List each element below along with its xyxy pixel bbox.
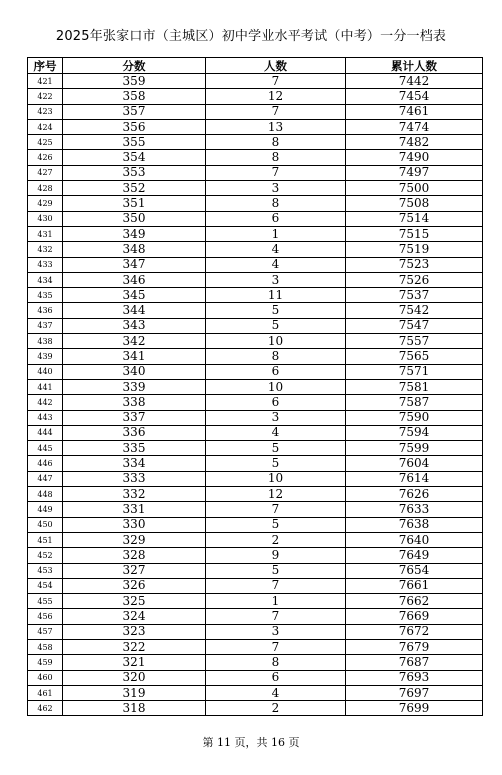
cell-score: 331 (63, 502, 206, 517)
cell-score: 340 (63, 364, 206, 379)
table-row (28, 670, 483, 685)
cell-score: 356 (63, 119, 206, 134)
cell-cumulative: 7669 (346, 609, 483, 624)
cell-index: 437 (28, 318, 63, 333)
cell-score: 318 (63, 701, 206, 716)
cell-score: 327 (63, 563, 206, 578)
cell-cumulative: 7638 (346, 517, 483, 532)
cell-cumulative: 7599 (346, 441, 483, 456)
cell-score: 323 (63, 624, 206, 639)
table-row (28, 410, 483, 425)
table-header-row (28, 58, 483, 74)
cell-index: 459 (28, 655, 63, 670)
table-row (28, 272, 483, 287)
table-row (28, 242, 483, 257)
table-row (28, 639, 483, 654)
cell-count: 3 (206, 181, 346, 196)
table-row (28, 609, 483, 624)
cell-score: 324 (63, 609, 206, 624)
cell-cumulative: 7672 (346, 624, 483, 639)
cell-index: 462 (28, 701, 63, 716)
cell-count: 10 (206, 334, 346, 349)
cell-index: 445 (28, 441, 63, 456)
cell-score: 358 (63, 89, 206, 104)
page-title: 2025年张家口市（主城区）初中学业水平考试（中考）一分一档表 (55, 29, 447, 44)
cell-index: 425 (28, 135, 63, 150)
cell-cumulative: 7519 (346, 242, 483, 257)
cell-score: 349 (63, 226, 206, 241)
cell-count: 6 (206, 670, 346, 685)
cell-score: 330 (63, 517, 206, 532)
cell-cumulative: 7537 (346, 288, 483, 303)
cell-count: 8 (206, 196, 346, 211)
cell-score: 344 (63, 303, 206, 318)
table-row (28, 655, 483, 670)
cell-index: 451 (28, 532, 63, 547)
table-row (28, 563, 483, 578)
table-row (28, 74, 483, 89)
cell-count: 5 (206, 303, 346, 318)
cell-count: 7 (206, 74, 346, 89)
cell-count: 10 (206, 379, 346, 394)
cell-count: 5 (206, 456, 346, 471)
table-row (28, 471, 483, 486)
cell-index: 452 (28, 548, 63, 563)
cell-count: 8 (206, 655, 346, 670)
cell-cumulative: 7604 (346, 456, 483, 471)
cell-cumulative: 7454 (346, 89, 483, 104)
table-row (28, 441, 483, 456)
cell-cumulative: 7581 (346, 379, 483, 394)
cell-score: 355 (63, 135, 206, 150)
table-row (28, 165, 483, 180)
cell-cumulative: 7515 (346, 226, 483, 241)
cell-cumulative: 7687 (346, 655, 483, 670)
table-row (28, 532, 483, 547)
cell-index: 440 (28, 364, 63, 379)
column-header-count: 人数 (206, 58, 346, 74)
cell-score: 338 (63, 395, 206, 410)
table-row (28, 517, 483, 532)
cell-cumulative: 7587 (346, 395, 483, 410)
cell-cumulative: 7649 (346, 548, 483, 563)
cell-index: 432 (28, 242, 63, 257)
cell-index: 461 (28, 685, 63, 700)
cell-count: 7 (206, 578, 346, 593)
cell-score: 339 (63, 379, 206, 394)
table-row (28, 181, 483, 196)
cell-cumulative: 7442 (346, 74, 483, 89)
table-row (28, 395, 483, 410)
table-row (28, 226, 483, 241)
cell-score: 348 (63, 242, 206, 257)
cell-score: 336 (63, 425, 206, 440)
cell-score: 357 (63, 104, 206, 119)
cell-index: 460 (28, 670, 63, 685)
cell-score: 333 (63, 471, 206, 486)
cell-index: 430 (28, 211, 63, 226)
cell-index: 442 (28, 395, 63, 410)
table-row (28, 196, 483, 211)
cell-cumulative: 7497 (346, 165, 483, 180)
cell-count: 2 (206, 701, 346, 716)
cell-cumulative: 7661 (346, 578, 483, 593)
cell-count: 9 (206, 548, 346, 563)
cell-cumulative: 7542 (346, 303, 483, 318)
cell-index: 436 (28, 303, 63, 318)
cell-score: 345 (63, 288, 206, 303)
table-row (28, 548, 483, 563)
cell-score: 332 (63, 487, 206, 502)
table-row (28, 487, 483, 502)
cell-count: 4 (206, 242, 346, 257)
cell-count: 10 (206, 471, 346, 486)
cell-score: 322 (63, 639, 206, 654)
cell-index: 444 (28, 425, 63, 440)
cell-count: 7 (206, 609, 346, 624)
table-row (28, 578, 483, 593)
cell-cumulative: 7693 (346, 670, 483, 685)
cell-score: 346 (63, 272, 206, 287)
table-row (28, 211, 483, 226)
cell-cumulative: 7590 (346, 410, 483, 425)
table-row (28, 257, 483, 272)
cell-score: 325 (63, 594, 206, 609)
cell-index: 449 (28, 502, 63, 517)
cell-index: 448 (28, 487, 63, 502)
cell-cumulative: 7565 (346, 349, 483, 364)
cell-index: 428 (28, 181, 63, 196)
cell-index: 453 (28, 563, 63, 578)
table-row (28, 318, 483, 333)
cell-score: 341 (63, 349, 206, 364)
cell-cumulative: 7490 (346, 150, 483, 165)
cell-index: 443 (28, 410, 63, 425)
cell-count: 12 (206, 487, 346, 502)
cell-index: 435 (28, 288, 63, 303)
cell-count: 3 (206, 410, 346, 425)
table-row (28, 502, 483, 517)
cell-cumulative: 7654 (346, 563, 483, 578)
cell-cumulative: 7699 (346, 701, 483, 716)
cell-count: 4 (206, 685, 346, 700)
cell-index: 454 (28, 578, 63, 593)
cell-count: 12 (206, 89, 346, 104)
table-row (28, 303, 483, 318)
page-number: 第 11 页，共 16 页 (202, 736, 300, 749)
cell-count: 7 (206, 502, 346, 517)
cell-score: 319 (63, 685, 206, 700)
cell-count: 6 (206, 364, 346, 379)
cell-count: 3 (206, 624, 346, 639)
cell-cumulative: 7614 (346, 471, 483, 486)
cell-count: 6 (206, 211, 346, 226)
cell-cumulative: 7594 (346, 425, 483, 440)
cell-score: 326 (63, 578, 206, 593)
cell-count: 5 (206, 318, 346, 333)
cell-count: 4 (206, 425, 346, 440)
table-row (28, 104, 483, 119)
column-header-cumulative: 累计人数 (346, 58, 483, 74)
cell-index: 455 (28, 594, 63, 609)
cell-index: 457 (28, 624, 63, 639)
cell-count: 3 (206, 272, 346, 287)
cell-cumulative: 7474 (346, 119, 483, 134)
table-row (28, 119, 483, 134)
cell-count: 4 (206, 257, 346, 272)
table-row (28, 349, 483, 364)
table-row (28, 288, 483, 303)
cell-score: 321 (63, 655, 206, 670)
cell-score: 335 (63, 441, 206, 456)
cell-cumulative: 7626 (346, 487, 483, 502)
cell-cumulative: 7508 (346, 196, 483, 211)
cell-count: 8 (206, 349, 346, 364)
cell-score: 350 (63, 211, 206, 226)
cell-count: 5 (206, 517, 346, 532)
cell-cumulative: 7679 (346, 639, 483, 654)
cell-count: 13 (206, 119, 346, 134)
cell-count: 11 (206, 288, 346, 303)
cell-index: 427 (28, 165, 63, 180)
table-row (28, 701, 483, 716)
cell-index: 421 (28, 74, 63, 89)
cell-score: 337 (63, 410, 206, 425)
table-row (28, 456, 483, 471)
cell-index: 458 (28, 639, 63, 654)
cell-score: 347 (63, 257, 206, 272)
table-row (28, 624, 483, 639)
cell-count: 1 (206, 594, 346, 609)
cell-index: 429 (28, 196, 63, 211)
cell-cumulative: 7461 (346, 104, 483, 119)
cell-score: 329 (63, 532, 206, 547)
cell-count: 5 (206, 441, 346, 456)
cell-cumulative: 7662 (346, 594, 483, 609)
cell-count: 7 (206, 104, 346, 119)
table-row (28, 594, 483, 609)
cell-index: 433 (28, 257, 63, 272)
cell-index: 438 (28, 334, 63, 349)
cell-count: 7 (206, 165, 346, 180)
cell-score: 359 (63, 74, 206, 89)
cell-count: 5 (206, 563, 346, 578)
cell-score: 351 (63, 196, 206, 211)
cell-cumulative: 7697 (346, 685, 483, 700)
cell-cumulative: 7547 (346, 318, 483, 333)
table-row (28, 685, 483, 700)
table-row (28, 334, 483, 349)
column-header-score: 分数 (63, 58, 206, 74)
cell-score: 354 (63, 150, 206, 165)
score-distribution-table (27, 57, 483, 716)
cell-count: 8 (206, 150, 346, 165)
cell-count: 2 (206, 532, 346, 547)
table-row (28, 89, 483, 104)
cell-cumulative: 7633 (346, 502, 483, 517)
table-body (28, 74, 483, 716)
cell-index: 423 (28, 104, 63, 119)
column-header-index: 序号 (28, 58, 63, 74)
cell-index: 426 (28, 150, 63, 165)
table-row (28, 150, 483, 165)
cell-index: 434 (28, 272, 63, 287)
cell-index: 439 (28, 349, 63, 364)
table-row (28, 135, 483, 150)
cell-count: 8 (206, 135, 346, 150)
cell-cumulative: 7571 (346, 364, 483, 379)
cell-index: 424 (28, 119, 63, 134)
cell-count: 1 (206, 226, 346, 241)
cell-cumulative: 7482 (346, 135, 483, 150)
cell-cumulative: 7526 (346, 272, 483, 287)
cell-score: 353 (63, 165, 206, 180)
cell-index: 422 (28, 89, 63, 104)
cell-score: 334 (63, 456, 206, 471)
cell-cumulative: 7640 (346, 532, 483, 547)
cell-count: 7 (206, 639, 346, 654)
cell-cumulative: 7523 (346, 257, 483, 272)
cell-index: 456 (28, 609, 63, 624)
table-row (28, 379, 483, 394)
cell-score: 328 (63, 548, 206, 563)
cell-count: 6 (206, 395, 346, 410)
cell-score: 343 (63, 318, 206, 333)
cell-cumulative: 7514 (346, 211, 483, 226)
cell-score: 320 (63, 670, 206, 685)
cell-score: 352 (63, 181, 206, 196)
cell-cumulative: 7500 (346, 181, 483, 196)
table-row (28, 425, 483, 440)
cell-index: 431 (28, 226, 63, 241)
cell-index: 441 (28, 379, 63, 394)
cell-score: 342 (63, 334, 206, 349)
table-row (28, 364, 483, 379)
cell-index: 446 (28, 456, 63, 471)
cell-cumulative: 7557 (346, 334, 483, 349)
cell-index: 447 (28, 471, 63, 486)
cell-index: 450 (28, 517, 63, 532)
